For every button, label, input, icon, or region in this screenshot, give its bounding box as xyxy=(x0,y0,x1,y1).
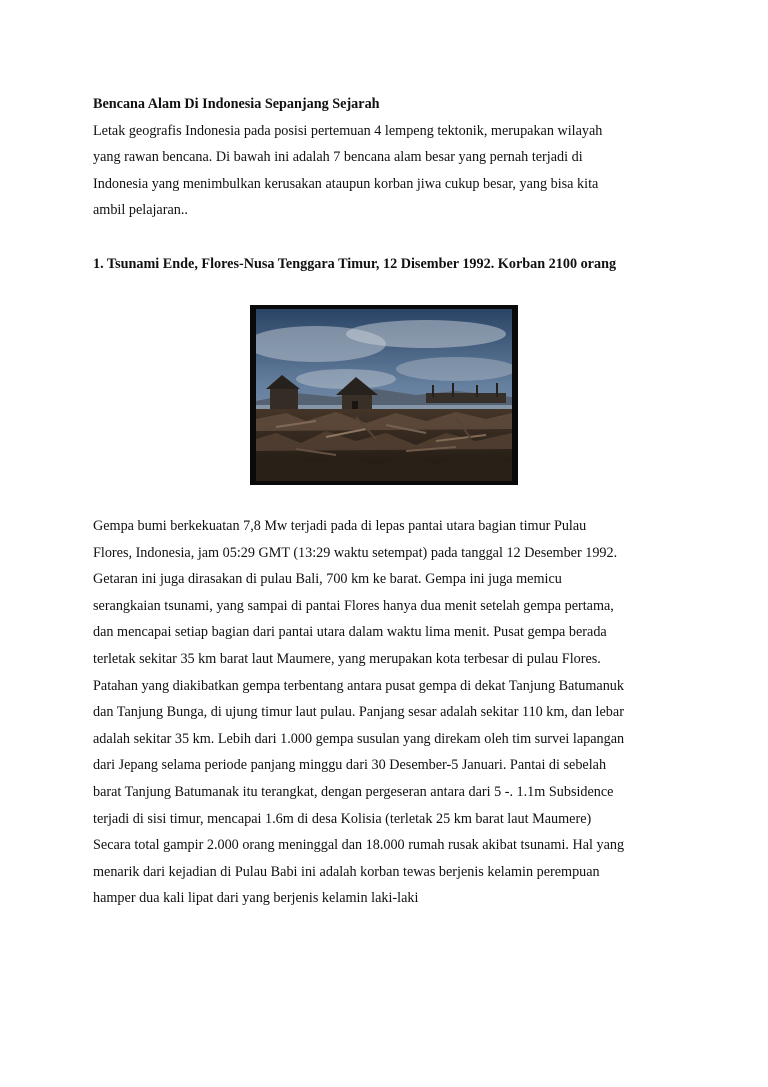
body-line: terjadi di sisi timur, mencapai 1.6m di desa Kolisia (terletak 25 km barat laut Maumere) xyxy=(93,810,592,827)
body-line: hamper dua kali lipat dari yang berjenis kelamin laki-laki xyxy=(93,890,419,907)
body-line: dan Tanjung Bunga, di ujung timur laut pulau. Panjang sesar adalah sekitar 110 km, dan lebar xyxy=(93,704,624,721)
photo-frame xyxy=(250,305,518,485)
body-line: Flores, Indonesia, jam 05:29 GMT (13:29 waktu setempat) pada tanggal 12 Desember 1992. xyxy=(93,544,618,561)
document-title: Bencana Alam Di Indonesia Sepanjang Sejarah xyxy=(93,96,380,112)
body-line: terletak sekitar 35 km barat laut Maumere, yang merupakan kota terbesar di pulau Flores. xyxy=(93,650,601,667)
tsunami-ruins-photo xyxy=(256,309,512,481)
body-line: Secara total gampir 2.000 orang meninggal dan 18.000 rumah rusak akibat tsunami. Hal yang xyxy=(93,837,625,854)
intro-line: ambil pelajaran.. xyxy=(93,202,188,218)
spacer xyxy=(93,224,683,251)
body-line: barat Tanjung Batumanak itu terangkat, dengan pergeseran antara dari 5 -. 1.1m Subsidence xyxy=(93,783,614,800)
body-line: Gempa bumi berkekuatan 7,8 Mw terjadi pada di lepas pantai utara bagian timur Pulau xyxy=(93,518,587,534)
body-line: dari Jepang selama periode panjang minggu dari 30 Desember-5 Januari. Pantai di sebelah xyxy=(93,757,607,774)
body-line: serangkaian tsunami, yang sampai di pantai Flores hanya dua menit setelah gempa pertama, xyxy=(93,597,614,614)
intro-line: Indonesia yang menimbulkan kerusakan ataupun korban jiwa cukup besar, yang bisa kita xyxy=(93,175,599,192)
section-heading: 1. Tsunami Ende, Flores-Nusa Tenggara Timur, 12 Disember 1992. Korban 2100 orang xyxy=(93,255,617,272)
body-line: dan mencapai setiap bagian dari pantai utara dalam waktu lima menit. Pusat gempa berada xyxy=(93,624,607,641)
intro-line: yang rawan bencana. Di bawah ini adalah 7 bencana alam besar yang pernah terjadi di xyxy=(93,149,583,165)
intro-block xyxy=(93,91,683,277)
body-line: Getaran ini juga dirasakan di pulau Bali, 700 km ke barat. Gempa ini juga memicu xyxy=(93,571,562,588)
body-line: menarik dari kejadian di Pulau Babi ini adalah korban tewas berjenis kelamin perempuan xyxy=(93,863,600,880)
body-line: adalah sekitar 35 km. Lebih dari 1.000 gempa susulan yang direkam oleh tim survei lapangan xyxy=(93,730,625,747)
body-paragraph xyxy=(93,513,693,912)
body-line: Patahan yang diakibatkan gempa terbentang antara pusat gempa di dekat Tanjung Batumanuk xyxy=(93,677,624,694)
intro-line: Letak geografis Indonesia pada posisi pertemuan 4 lempeng tektonik, merupakan wilayah xyxy=(93,122,603,139)
